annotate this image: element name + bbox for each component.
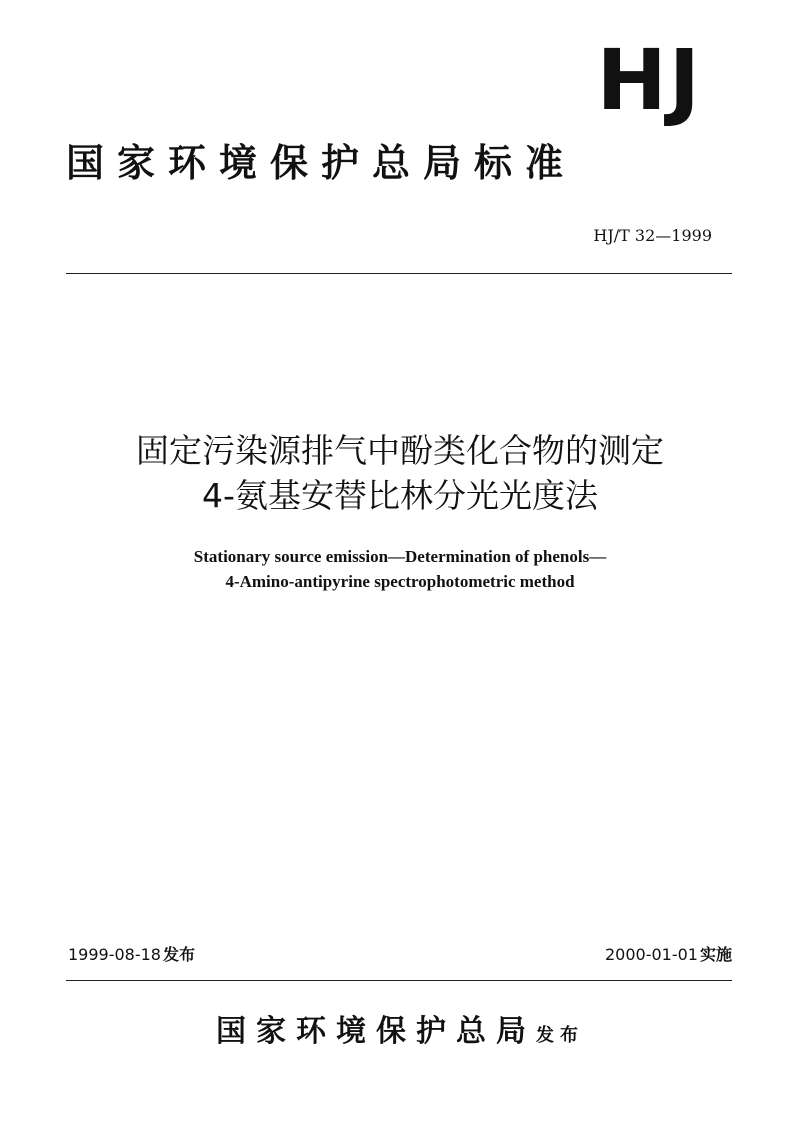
publisher-name: 国家环境保护总局 <box>216 1014 536 1049</box>
english-title-line-2: 4-Amino-antipyrine spectrophotometric method <box>225 572 575 591</box>
effective-date: 2000-01-01 <box>605 945 698 964</box>
bottom-divider <box>66 980 732 981</box>
hj-logo: HJ <box>596 31 702 129</box>
chinese-title-line-1: 固定污染源排气中酚类化合物的测定 <box>136 431 664 470</box>
standard-number: HJ/T 32—1999 <box>593 226 712 245</box>
english-title-line-1: Stationary source emission—Determination of phenols— <box>193 547 607 566</box>
issue-label: 发布 <box>162 945 195 964</box>
effective-date-block <box>605 944 732 966</box>
issue-date: 1999-08-18 <box>68 945 161 964</box>
effective-label: 实施 <box>699 945 732 964</box>
issuer-title: 国家环境保护总局标准 <box>66 140 577 185</box>
chinese-title-line-2: 4-氨基安替比林分光光度法 <box>202 476 598 515</box>
publisher-line <box>0 1012 800 1056</box>
issue-date-block <box>68 944 195 966</box>
top-divider <box>66 273 732 274</box>
publisher-action: 发布 <box>536 1025 584 1046</box>
